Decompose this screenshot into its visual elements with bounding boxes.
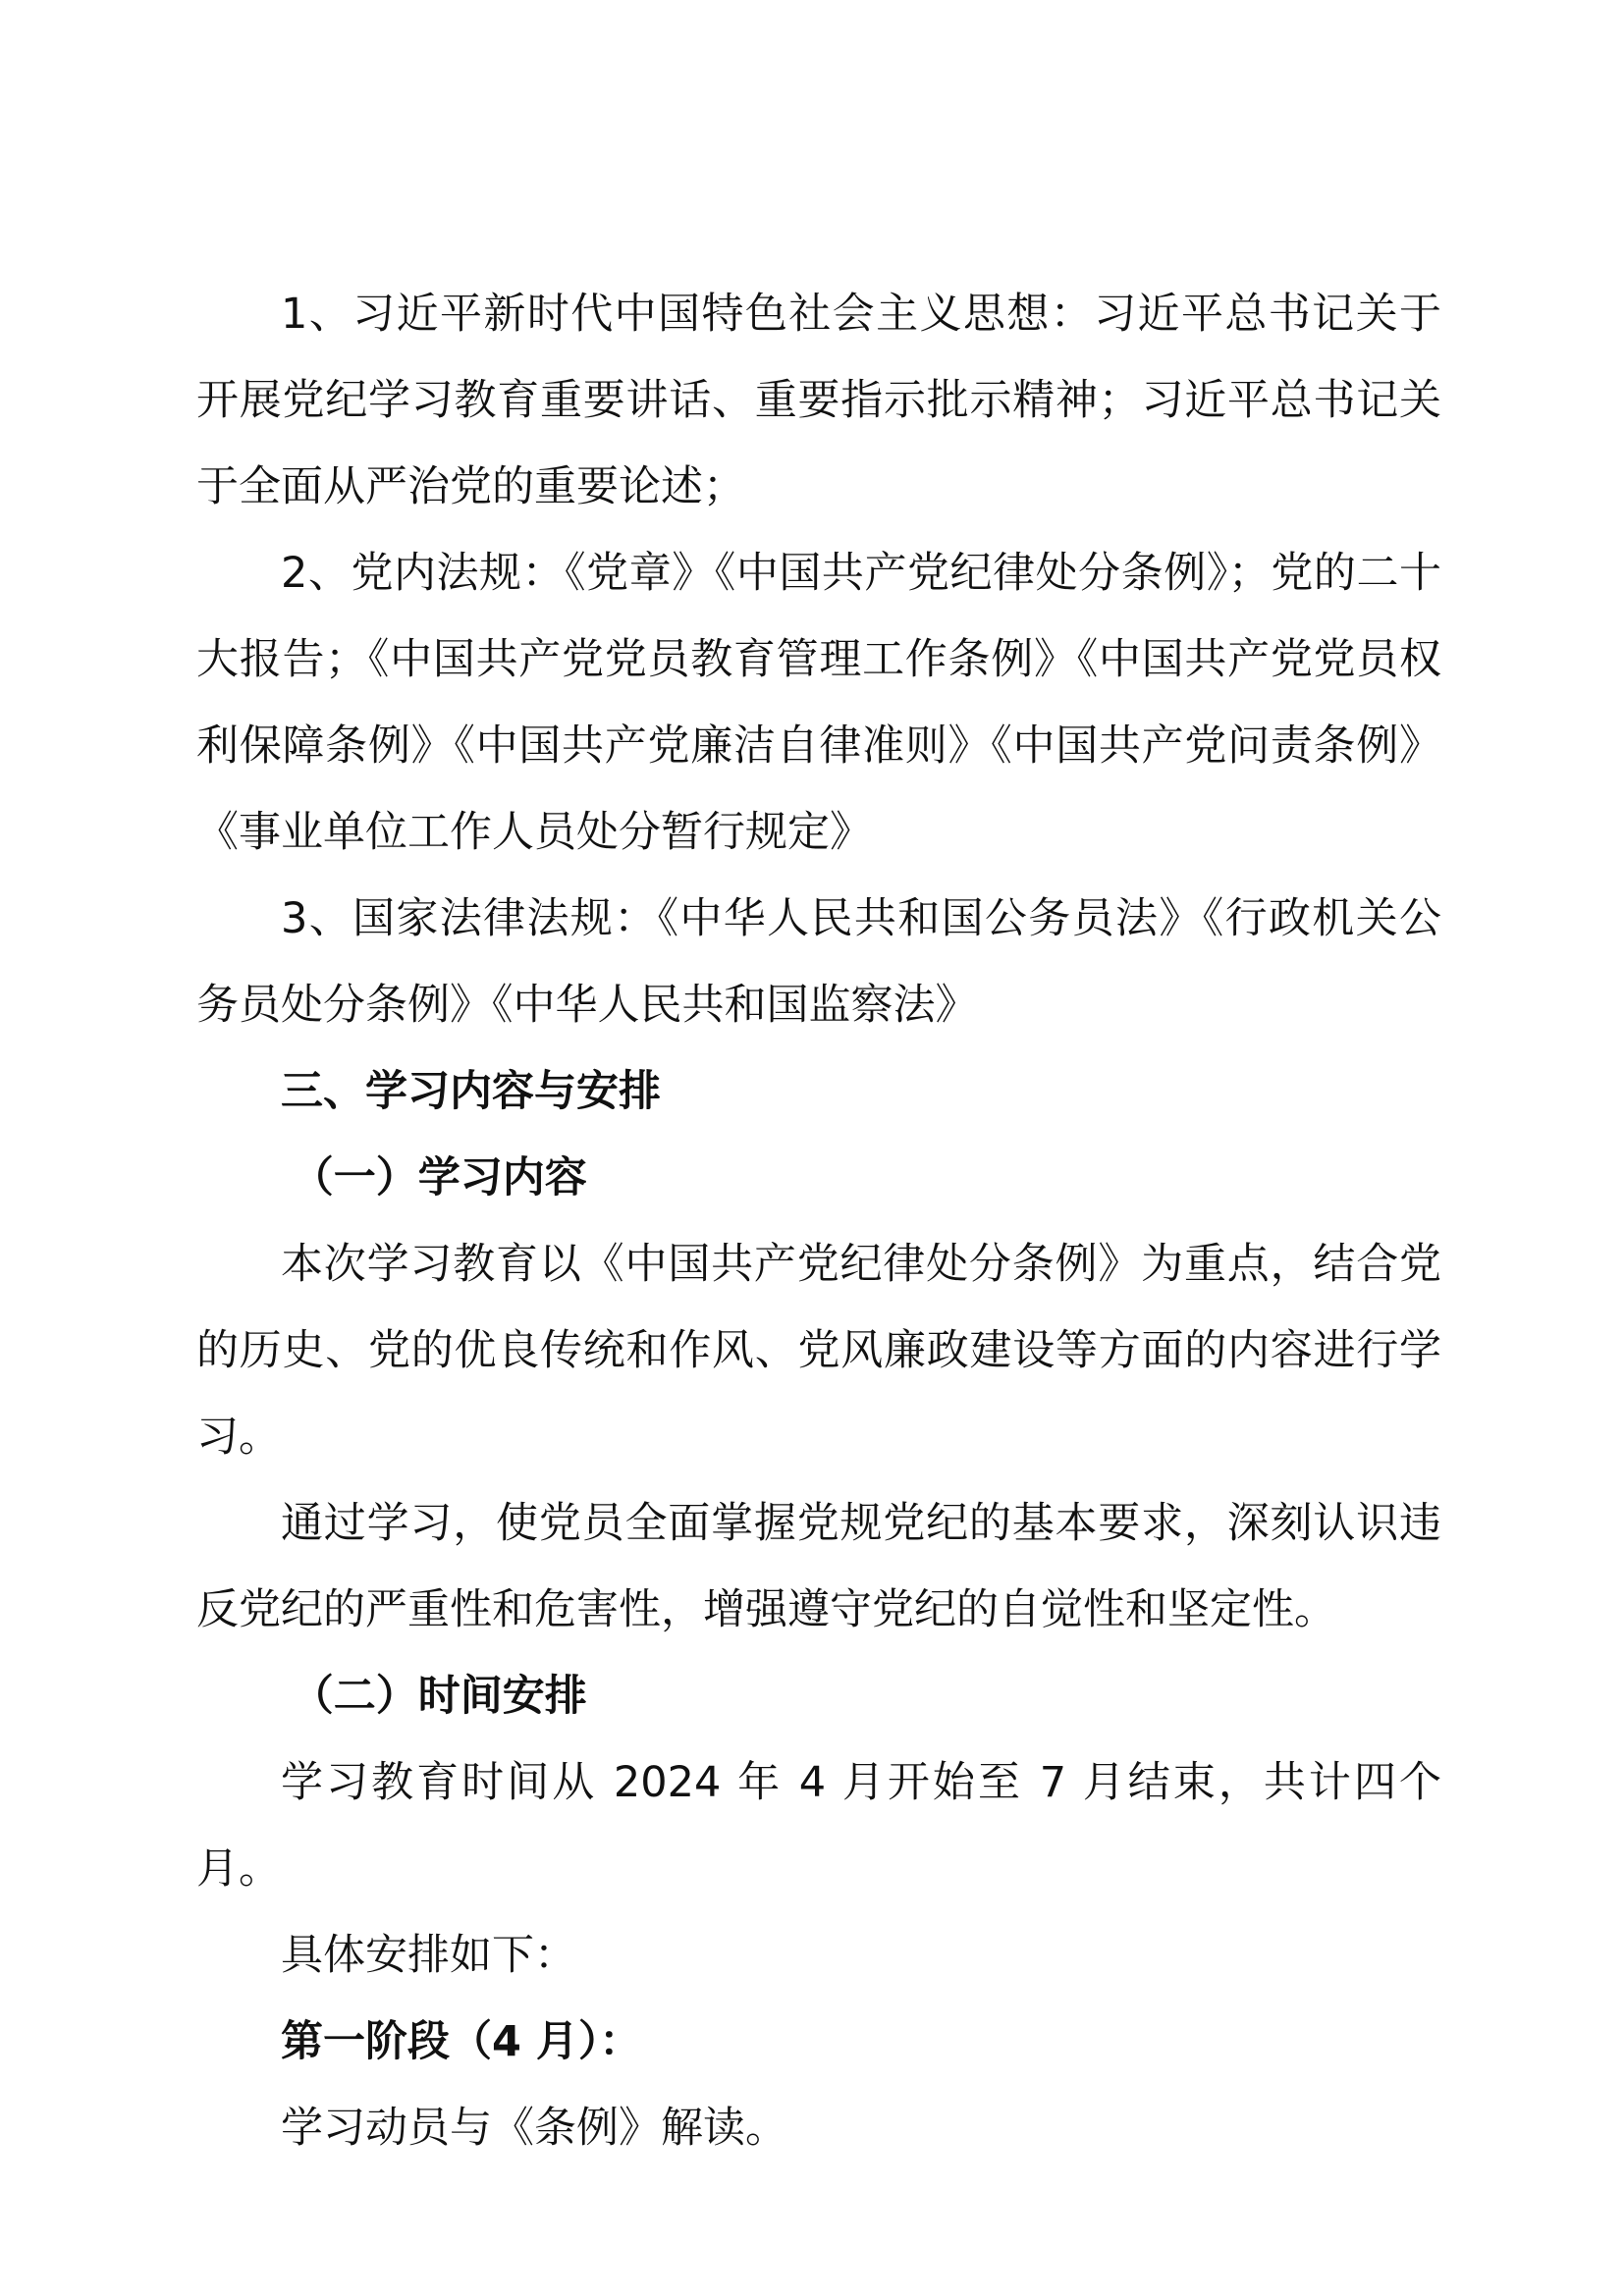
paragraph-study-goal: 通过学习，使党员全面掌握党规党纪的基本要求，深刻认识违反党纪的严重性和危害性，增强遵守党纪的自觉性和坚定性。 (196, 1499, 1441, 1634)
subsection-heading-study-content: （一）学习内容 (291, 1153, 587, 1202)
list-item-ideology: 1、习近平新时代中国特色社会主义思想：习近平总书记关于开展党纪学习教育重要讲话、重要指示批示精神；习近平总书记关于全面从严治党的重要论述； (196, 290, 1441, 511)
document-body (196, 271, 1441, 2171)
subsection-heading-time-schedule: （二）时间安排 (291, 1672, 587, 1721)
section-heading-content-arrangement: 三、学习内容与安排 (281, 1067, 661, 1116)
paragraph-study-focus: 本次学习教育以《中国共产党纪律处分条例》为重点，结合党的历史、党的优良传统和作风、党风廉政建设等方面的内容进行学习。 (196, 1240, 1441, 1462)
phase-heading-first: 第一阶段（4 月）： (281, 2017, 642, 2066)
list-item-party-regulations: 2、党内法规：《党章》《中国共产党纪律处分条例》；党的二十大报告；《中国共产党党员教育管理工作条例》《中国共产党党员权利保障条例》《中国共产党廉洁自律准则》《中国共产党问责条例》《事业单位工作人员处分暂行规定》 (196, 549, 1441, 857)
paragraph-time-range: 学习教育时间从 2024 年 4 月开始至 7 月结束，共计四个月。 (196, 1758, 1441, 1894)
phase-description-first: 学习动员与《条例》解读。 (281, 2104, 787, 2153)
paragraph-schedule-intro: 具体安排如下： (281, 1931, 576, 1980)
list-item-national-laws: 3、国家法律法规：《中华人民共和国公务员法》《行政机关公务员处分条例》《中华人民共和国监察法》 (196, 894, 1441, 1030)
